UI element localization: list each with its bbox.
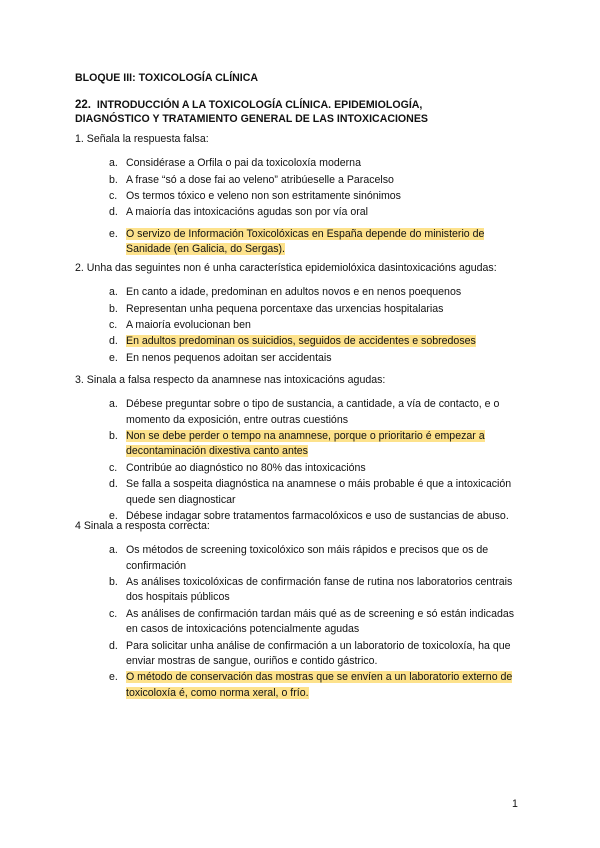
option-d [75, 205, 535, 220]
option-e [75, 670, 535, 701]
highlighted-answer: O servizo de Información Toxicolóxicas en España depende do ministerio de Sanidade (en Galicia, do Sergas). [126, 227, 485, 256]
options-list [75, 543, 535, 701]
chapter-title-line-1 [75, 98, 545, 113]
option-letter: a. [109, 286, 118, 299]
option-a [75, 543, 535, 574]
option-letter: e. [109, 227, 118, 240]
page-number: 1 [512, 798, 518, 810]
option-d [75, 477, 535, 508]
option-c [75, 189, 535, 204]
options-list [75, 397, 535, 524]
option-letter: b. [109, 173, 118, 186]
option-text: As análises toxicolóxicas de confirmación fanse de rutina nos laboratorios centrais dos hospitais públicos [126, 576, 513, 604]
chapter-number: 22. [75, 99, 91, 111]
option-text: Débese indagar sobre tratamentos farmacolóxicos e uso de sustancias de abuso. [126, 509, 509, 522]
option-text: En canto a idade, predominan en adultos novos e en nenos poequenos [126, 286, 462, 299]
option-d [75, 334, 535, 349]
question-text: 2. Unha das seguintes non é unha característica epidemiolóxica dasintoxicacións agudas: [75, 262, 497, 274]
option-text: A maioría evolucionan ben [126, 319, 251, 332]
option-a [75, 285, 535, 300]
question-4 [75, 519, 535, 702]
option-a [75, 397, 535, 428]
option-letter: a. [109, 157, 118, 170]
option-letter: c. [109, 190, 118, 203]
option-letter: b. [109, 576, 118, 589]
option-letter: d. [109, 335, 118, 348]
question-1 [75, 132, 535, 259]
option-c [75, 461, 535, 476]
option-text: Os termos tóxico e veleno non son estritamente sinónimos [126, 190, 401, 203]
question-text: 3. Sinala a falsa respecto da anamnese nas intoxicacións agudas: [75, 374, 386, 386]
question-text: 4 Sinala a resposta correcta: [75, 520, 210, 532]
option-text: Débese preguntar sobre o tipo de sustancia, a cantidade, a vía de contacto, e o momento da exposición, entre outras cuestións [126, 398, 500, 426]
question-text: 1. Señala la respuesta falsa: [75, 133, 209, 145]
option-d [75, 639, 535, 670]
option-c [75, 607, 535, 638]
highlighted-answer: En adultos predominan os suicidios, seguidos de accidentes e sobredoses [126, 335, 476, 348]
question-3 [75, 373, 535, 525]
option-text: Se falla a sospeita diagnóstica na anamnese o máis probable é que a intoxicación quede sen diagnosticar [126, 478, 512, 506]
chapter-title-part-1: INTRODUCCIÓN A LA TOXICOLOGÍA CLÍNICA. EPIDEMIOLOGÍA, [96, 99, 423, 111]
option-letter: a. [109, 544, 118, 557]
option-letter: b. [109, 302, 118, 315]
option-letter: e. [109, 671, 118, 684]
option-text: Os métodos de screening toxicolóxico son máis rápidos e precisos que os de confirmación [126, 544, 489, 572]
chapter-heading [75, 98, 545, 127]
option-a [75, 156, 535, 171]
option-text: A frase “só a dose fai ao veleno” atribúeselle a Paracelso [126, 173, 394, 186]
option-e [75, 351, 535, 366]
option-text: As análises de confirmación tardan máis qué as de screening e só están indicadas en casos de intoxicacións potencialmente agudas [126, 607, 515, 636]
option-b [75, 302, 535, 317]
option-text: A maioría das intoxicacións agudas son por vía oral [126, 206, 369, 219]
block-title: BLOQUE III: TOXICOLOGÍA CLÍNICA [75, 72, 259, 84]
option-letter: d. [109, 206, 118, 219]
option-text: Considérase a Orfila o pai da toxicoloxía moderna [126, 157, 361, 170]
highlighted-answer: O método de conservación das mostras que se envíen a un laboratorio externo de toxicoloxía é, como norma xeral, o frío. [126, 671, 513, 699]
options-list [75, 285, 535, 366]
option-b [75, 173, 535, 188]
option-b [75, 429, 535, 460]
option-letter: b. [109, 430, 118, 443]
option-letter: c. [109, 461, 118, 474]
option-letter: e. [109, 509, 118, 522]
option-letter: d. [109, 639, 118, 652]
option-text: Contribúe ao diagnóstico no 80% das intoxicacións [126, 461, 366, 474]
highlighted-answer: Non se debe perder o tempo na anamnese, porque o prioritario é empezar a decontaminación dixestiva canto antes [126, 430, 485, 458]
question-2 [75, 261, 535, 367]
chapter-title-line-2: DIAGNÓSTICO Y TRATAMIENTO GENERAL DE LAS INTOXICACIONES [75, 112, 428, 125]
option-e [75, 227, 535, 258]
option-letter: c. [109, 607, 118, 620]
options-list [75, 156, 535, 257]
option-c [75, 318, 535, 333]
option-letter: c. [109, 319, 118, 332]
option-b [75, 575, 535, 606]
option-text: Representan unha pequena porcentaxe das urxencias hospitalarias [126, 302, 444, 315]
option-text: Para solicitar unha análise de confirmación a un laboratorio de toxicoloxía, ha que enviar mostras de sangue, ouriños e contido gástrico. [126, 639, 511, 667]
option-text: En nenos pequenos adoitan ser accidentais [126, 351, 332, 364]
option-letter: e. [109, 351, 118, 364]
option-letter: a. [109, 398, 118, 411]
option-letter: d. [109, 478, 118, 491]
